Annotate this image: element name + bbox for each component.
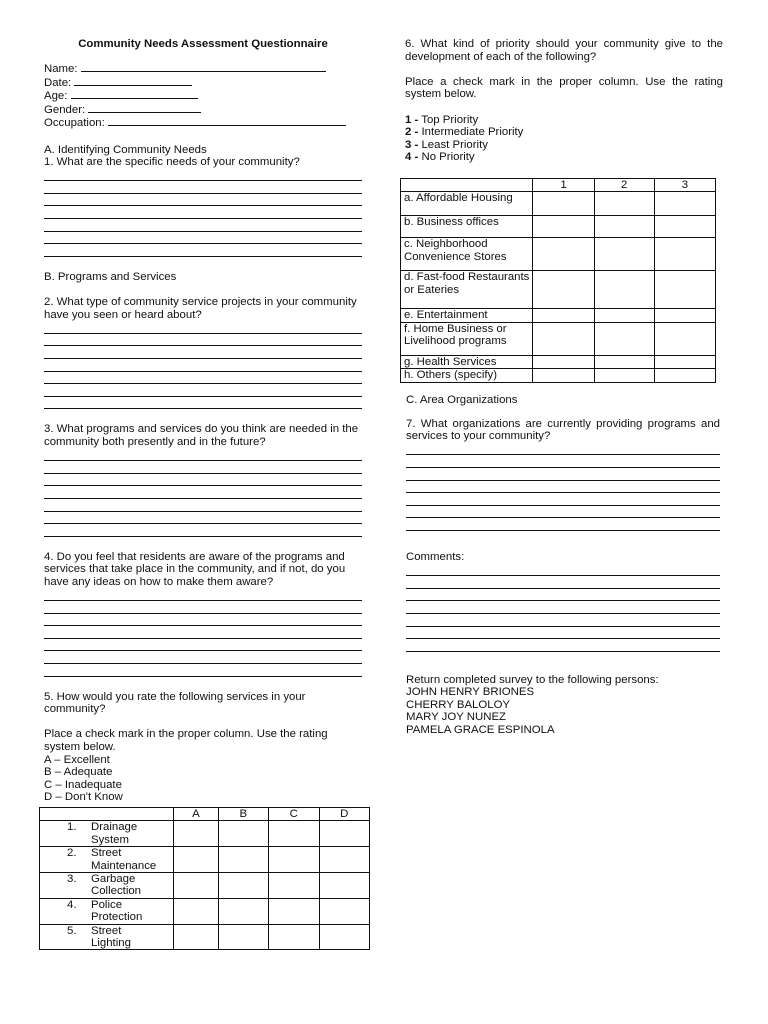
answer-line[interactable]: [44, 474, 362, 487]
question-1: 1. What are the specific needs of your community?: [44, 156, 300, 169]
row-label: 4. Police Protection: [40, 898, 174, 924]
question-7: 7. What organizations are currently providing programs and services to your community?: [406, 417, 720, 443]
rating-cell[interactable]: [594, 309, 654, 322]
answer-line[interactable]: [44, 321, 362, 334]
answer-line[interactable]: [44, 664, 362, 677]
answer-line[interactable]: [44, 372, 362, 385]
rating-cell[interactable]: [533, 355, 594, 368]
rating-cell[interactable]: [654, 271, 715, 309]
table-row: [401, 355, 716, 368]
q6-scale-item: 3 - Least Priority: [405, 138, 488, 151]
rating-cell[interactable]: [654, 369, 715, 382]
rating-cell[interactable]: [594, 192, 654, 216]
date-field[interactable]: [44, 76, 362, 90]
rating-cell[interactable]: [594, 322, 654, 355]
answer-line[interactable]: [406, 443, 720, 456]
table-row: [40, 898, 370, 924]
answer-line[interactable]: [44, 626, 362, 639]
field-label: Name:: [44, 63, 78, 75]
q5-instruction: Place a check mark in the proper column. Use the rating system below.: [44, 728, 328, 754]
right-column: [405, 38, 723, 164]
answer-line[interactable]: [406, 455, 720, 468]
blank-line[interactable]: [108, 116, 346, 126]
rating-cell[interactable]: [218, 873, 268, 899]
column-header: A: [174, 808, 218, 821]
rating-cell[interactable]: [174, 924, 218, 950]
row-label: a. Affordable Housing: [401, 192, 533, 216]
row-label: g. Health Services: [401, 355, 533, 368]
answer-line[interactable]: [44, 397, 362, 410]
rating-cell[interactable]: [174, 847, 218, 873]
rating-cell[interactable]: [533, 216, 594, 238]
q6-scale-item: 1 - Top Priority: [405, 113, 479, 126]
rating-cell[interactable]: [654, 309, 715, 322]
comment-line[interactable]: [406, 576, 720, 589]
age-field[interactable]: [44, 89, 362, 103]
comment-line[interactable]: [406, 614, 720, 627]
answer-lines-q7[interactable]: [406, 443, 720, 531]
answer-line[interactable]: [44, 614, 362, 627]
rating-cell[interactable]: [174, 873, 218, 899]
q6-instruction: Place a check mark in the proper column. Use the rating system below.: [405, 75, 723, 101]
blank-line[interactable]: [71, 89, 198, 99]
name-field[interactable]: [44, 62, 362, 76]
section-c-heading: C. Area Organizations: [406, 394, 518, 406]
answer-line[interactable]: [44, 486, 362, 499]
table-corner-cell: [401, 179, 533, 192]
table-row: [40, 873, 370, 899]
row-label: 5. Street Lighting: [40, 924, 174, 950]
question-5: 5. How would you rate the following services in your community?: [44, 690, 306, 716]
question-3: 3. What programs and services do you think are needed in the community both presently and in the future?: [44, 423, 359, 448]
table-row: [401, 216, 716, 238]
rating-cell[interactable]: [218, 847, 268, 873]
blank-line[interactable]: [81, 62, 326, 72]
row-label: d. Fast-food Restaurants or Eateries: [401, 271, 533, 309]
row-label: c. Neighborhood Convenience Stores: [401, 238, 533, 271]
rating-cell[interactable]: [319, 924, 369, 950]
rating-cell[interactable]: [533, 238, 594, 271]
priority-rating-table: [400, 178, 716, 383]
rating-cell[interactable]: [218, 924, 268, 950]
row-label: 3. Garbage Collection: [40, 873, 174, 899]
return-instruction: Return completed survey to the following persons:: [406, 673, 659, 686]
q6-scale-item: 2 - Intermediate Priority: [405, 126, 524, 139]
column-header: 1: [533, 179, 594, 192]
comments-label: Comments:: [406, 550, 465, 563]
q5-scale-item: D – Don't Know: [44, 791, 123, 804]
rating-cell[interactable]: [594, 355, 654, 368]
field-label: Occupation:: [44, 117, 105, 129]
answer-lines-q3[interactable]: [44, 449, 362, 537]
column-header: D: [319, 808, 369, 821]
rating-cell[interactable]: [218, 898, 268, 924]
section-a-heading: A. Identifying Community Needs: [44, 143, 207, 156]
answer-line[interactable]: [44, 651, 362, 664]
rating-cell[interactable]: [594, 369, 654, 382]
rating-cell[interactable]: [654, 216, 715, 238]
row-label: f. Home Business or Livelihood programs: [401, 322, 533, 355]
rating-cell[interactable]: [654, 322, 715, 355]
table-corner-cell: [40, 808, 174, 821]
answer-lines-q1[interactable]: [44, 169, 362, 257]
rating-cell[interactable]: [269, 847, 319, 873]
comment-line[interactable]: [406, 627, 720, 640]
answer-line[interactable]: [44, 232, 362, 245]
left-column: [44, 38, 362, 804]
answer-line[interactable]: [44, 219, 362, 232]
question-4: 4. Do you feel that residents are aware of the programs and services that take place in the community, and if not, do you have any ideas on how to make them aware?: [44, 550, 346, 588]
answer-line[interactable]: [44, 169, 362, 182]
row-label: 1. Drainage System: [40, 821, 174, 847]
q5-scale-item: A – Excellent: [44, 753, 110, 766]
answer-line[interactable]: [44, 181, 362, 194]
table-row: [401, 238, 716, 271]
contact-person: CHERRY BALOLOY: [406, 698, 511, 711]
right-lower-section: [406, 394, 720, 737]
page-title: Community Needs Assessment Questionnaire: [78, 38, 328, 50]
answer-line[interactable]: [44, 639, 362, 652]
rating-cell[interactable]: [269, 924, 319, 950]
rating-cell[interactable]: [319, 847, 369, 873]
answer-line[interactable]: [406, 493, 720, 506]
question-6: 6. What kind of priority should your community give to the development of each of the following?: [405, 38, 723, 63]
rating-cell[interactable]: [654, 355, 715, 368]
table-row: [401, 309, 716, 322]
column-header: 2: [594, 179, 654, 192]
services-rating-table: [39, 807, 370, 950]
rating-cell[interactable]: [654, 192, 715, 216]
contact-person: MARY JOY NUNEZ: [406, 711, 507, 724]
rating-cell[interactable]: [654, 238, 715, 271]
answer-line[interactable]: [406, 481, 720, 494]
answer-line[interactable]: [44, 384, 362, 397]
answer-line[interactable]: [44, 512, 362, 525]
rating-cell[interactable]: [319, 873, 369, 899]
rating-cell[interactable]: [594, 238, 654, 271]
rating-cell[interactable]: [269, 821, 319, 847]
answer-line[interactable]: [44, 206, 362, 219]
answer-line[interactable]: [44, 499, 362, 512]
rating-cell[interactable]: [533, 322, 594, 355]
rating-cell[interactable]: [594, 216, 654, 238]
blank-line[interactable]: [74, 76, 192, 86]
q5-scale-item: C – Inadequate: [44, 778, 122, 791]
table-row: [401, 271, 716, 309]
answer-line[interactable]: [44, 334, 362, 347]
answer-line[interactable]: [44, 524, 362, 537]
comment-line[interactable]: [406, 564, 720, 577]
table-row: [40, 924, 370, 950]
section-b-heading: B. Programs and Services: [44, 270, 177, 283]
rating-cell[interactable]: [533, 309, 594, 322]
answer-lines-q2[interactable]: [44, 321, 362, 409]
answer-line[interactable]: [44, 194, 362, 207]
answer-line[interactable]: [44, 461, 362, 474]
gender-field[interactable]: [44, 103, 362, 117]
column-header: C: [269, 808, 319, 821]
rating-cell[interactable]: [269, 898, 319, 924]
contact-person: JOHN HENRY BRIONES: [406, 686, 535, 699]
q5-scale-item: B – Adequate: [44, 766, 113, 779]
field-label: Age:: [44, 90, 68, 102]
answer-line[interactable]: [44, 601, 362, 614]
table-row: [40, 821, 370, 847]
answer-line[interactable]: [44, 346, 362, 359]
rating-cell[interactable]: [269, 873, 319, 899]
question-2: 2. What type of community service projects in your community have you seen or heard about?: [44, 296, 357, 321]
table-row: [401, 322, 716, 355]
answer-lines-q4[interactable]: [44, 589, 362, 677]
table-row: [401, 192, 716, 216]
answer-line[interactable]: [44, 244, 362, 257]
row-label: h. Others (specify): [401, 369, 533, 382]
rating-cell[interactable]: [594, 271, 654, 309]
answer-line[interactable]: [44, 359, 362, 372]
comment-line[interactable]: [406, 639, 720, 652]
rating-cell[interactable]: [319, 898, 369, 924]
contact-person: PAMELA GRACE ESPINOLA: [406, 724, 555, 737]
answer-line[interactable]: [44, 449, 362, 462]
column-header: B: [218, 808, 268, 821]
row-label: e. Entertainment: [401, 309, 533, 322]
answer-line[interactable]: [406, 518, 720, 531]
rating-cell[interactable]: [319, 821, 369, 847]
answer-line[interactable]: [44, 589, 362, 602]
comment-line[interactable]: [406, 589, 720, 602]
rating-cell[interactable]: [533, 271, 594, 309]
comments-lines[interactable]: [406, 564, 720, 652]
answer-line[interactable]: [406, 468, 720, 481]
rating-cell[interactable]: [533, 369, 594, 382]
answer-line[interactable]: [406, 506, 720, 519]
occupation-field[interactable]: [44, 116, 362, 130]
rating-cell[interactable]: [218, 821, 268, 847]
row-label: b. Business offices: [401, 216, 533, 238]
row-label: 2. Street Maintenance: [40, 847, 174, 873]
comment-line[interactable]: [406, 601, 720, 614]
rating-cell[interactable]: [174, 821, 218, 847]
rating-cell[interactable]: [174, 898, 218, 924]
q6-scale-item: 4 - No Priority: [405, 151, 475, 164]
table-row: [401, 369, 716, 382]
field-label: Date:: [44, 76, 72, 89]
table-row: [40, 847, 370, 873]
field-label: Gender:: [44, 103, 86, 116]
rating-cell[interactable]: [533, 192, 594, 216]
column-header: 3: [654, 179, 715, 192]
blank-line[interactable]: [88, 103, 201, 113]
